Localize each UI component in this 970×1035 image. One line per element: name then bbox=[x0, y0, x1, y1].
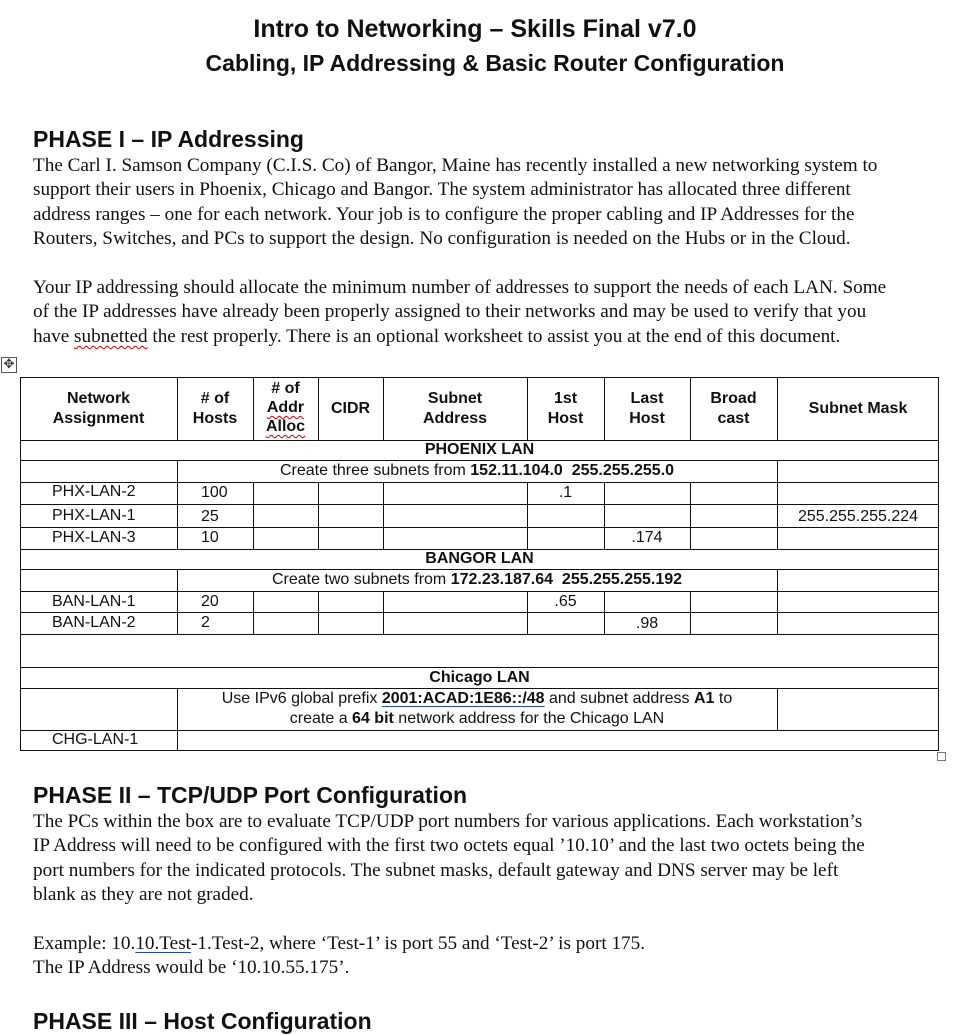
text-line: Example: 10.10.Test-1.Test-2, where ‘Test-1’ is port 55 and ‘Test-2’ is port 175. bbox=[33, 933, 646, 954]
text-span: the rest properly. There is an optional worksheet to assist you at the end of this document. bbox=[147, 325, 841, 347]
header-cidr: CIDR bbox=[330, 400, 371, 417]
header-addr-alloc: # of Addr Alloc bbox=[265, 380, 306, 435]
text-line: Routers, Switches, and PCs to support the design. No configuration is needed on the Hubs or in the Cloud. bbox=[33, 228, 851, 250]
row-mask-phx-lan-1: 255.255.255.224 bbox=[797, 508, 919, 525]
chicago-note: Use IPv6 global prefix 2001:ACAD:1E86::/48 and subnet address A1 to create a 64 bit network address for the Chicago LAN bbox=[221, 690, 733, 727]
phase1-paragraph-1 bbox=[33, 154, 970, 252]
row-hosts-ban-lan-1: 20 bbox=[201, 593, 219, 610]
text-line: of the IP addresses have already been properly assigned to their networks and may be used to verify that you bbox=[33, 301, 867, 323]
phoenix-note: Create three subnets from 152.11.104.0 255.255.255.0 bbox=[279, 462, 675, 479]
phoenix-lan-title: PHOENIX LAN bbox=[424, 441, 535, 458]
row-name-ban-lan-1: BAN-LAN-1 bbox=[52, 593, 136, 610]
row-hosts-phx-lan-2: 100 bbox=[201, 484, 228, 501]
document-subtitle: Cabling, IP Addressing & Basic Router Configuration bbox=[205, 50, 785, 76]
phase2-heading: PHASE II – TCP/UDP Port Configuration bbox=[33, 782, 468, 808]
table-resize-handle[interactable] bbox=[937, 752, 946, 761]
row-name-phx-lan-3: PHX-LAN-3 bbox=[52, 529, 136, 546]
text-line: The PCs within the box are to evaluate TCP/UDP port numbers for various applications. Each workstation’s bbox=[33, 811, 863, 832]
document-title: Intro to Networking – Skills Final v7.0 bbox=[253, 15, 697, 43]
text-line: The IP Address would be ‘10.10.55.175’. bbox=[33, 957, 350, 979]
row-first-ban-lan-1: .65 bbox=[554, 593, 577, 610]
row-name-chg-lan-1: CHG-LAN-1 bbox=[52, 731, 139, 748]
header-subnet-address: Subnet Address bbox=[422, 390, 488, 427]
text-line: The Carl I. Samson Company (C.I.S. Co) of Bangor, Maine has recently installed a new networking system to bbox=[33, 155, 878, 176]
header-first-host: 1st Host bbox=[547, 390, 584, 427]
text-span: have bbox=[33, 325, 75, 347]
text-line: IP Address will need to be configured with the first two octets equal ’10.10’ and the last two octets being the bbox=[33, 835, 865, 857]
row-first-phx-lan-2: .1 bbox=[558, 484, 573, 501]
text-line: support their users in Phoenix, Chicago and Bangor. The system administrator has allocated three different bbox=[33, 179, 851, 201]
header-subnet-mask: Subnet Mask bbox=[808, 400, 908, 417]
header-broadcast: Broad cast bbox=[710, 390, 757, 427]
chicago-lan-title: Chicago LAN bbox=[429, 669, 530, 686]
text-line: Your IP addressing should allocate the minimum number of addresses to support the needs of each LAN. Some bbox=[33, 277, 887, 298]
row-last-ban-lan-2: .98 bbox=[635, 615, 659, 632]
phase2-example bbox=[33, 932, 970, 981]
text-line: blank as they are not graded. bbox=[33, 884, 254, 906]
row-name-ban-lan-2: BAN-LAN-2 bbox=[52, 614, 136, 631]
row-name-phx-lan-1: PHX-LAN-1 bbox=[52, 507, 136, 524]
row-name-phx-lan-2: PHX-LAN-2 bbox=[52, 483, 136, 500]
phase3-heading: PHASE III – Host Configuration bbox=[33, 1008, 372, 1034]
phase1-paragraph-2 bbox=[33, 276, 970, 349]
text-line bbox=[33, 325, 970, 349]
bangor-note: Create two subnets from 172.23.187.64 255.255.255.192 bbox=[271, 571, 683, 588]
row-hosts-phx-lan-1: 25 bbox=[201, 508, 219, 525]
text-line: port numbers for the indicated protocols. The subnet masks, default gateway and DNS server may be left bbox=[33, 859, 839, 881]
table-move-handle-icon[interactable]: ✥ bbox=[1, 357, 17, 373]
text-line: address ranges – one for each network. Your job is to configure the proper cabling and IP Addresses for the bbox=[33, 203, 855, 225]
phase1-heading: PHASE I – IP Addressing bbox=[33, 126, 304, 152]
bangor-lan-title: BANGOR LAN bbox=[425, 550, 534, 567]
header-network-assignment: Network Assignment bbox=[52, 390, 145, 427]
phase2-paragraph bbox=[33, 810, 970, 908]
spellcheck-word: subnetted bbox=[74, 325, 148, 347]
row-last-phx-lan-3: .174 bbox=[631, 529, 663, 546]
header-num-hosts: # of Hosts bbox=[192, 390, 238, 427]
row-hosts-phx-lan-3: 10 bbox=[201, 529, 219, 546]
header-last-host: Last Host bbox=[629, 390, 665, 427]
row-hosts-ban-lan-2: 2 bbox=[201, 614, 210, 631]
